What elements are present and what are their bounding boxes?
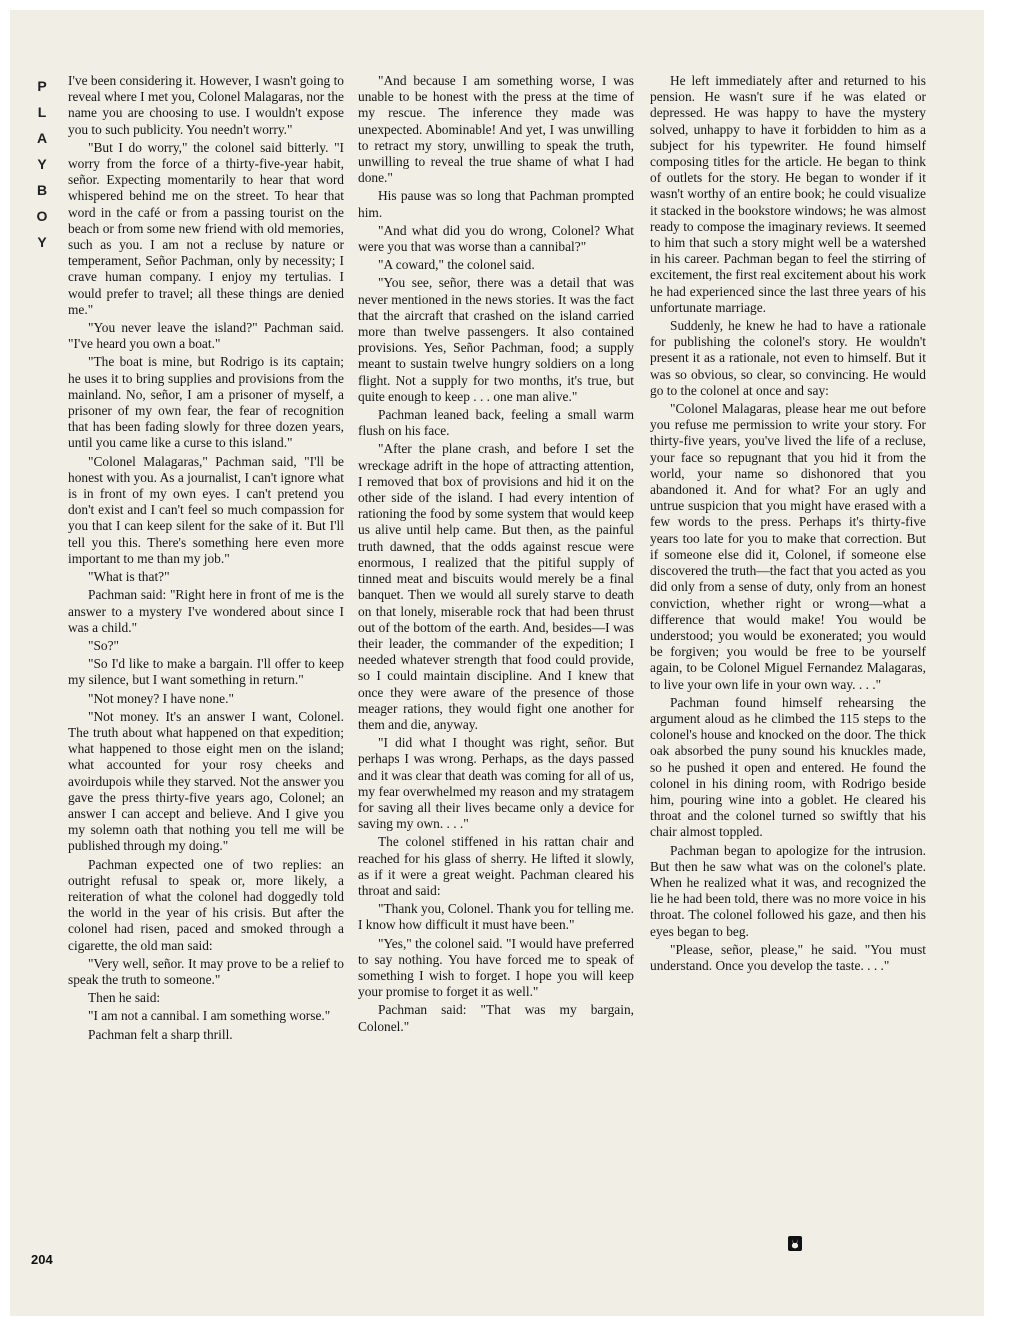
- paragraph: Pachman found himself rehearsing the argument aloud as he climbed the 115 steps to the colonel's house and knocked on the door. The thick oak absorbed the puny sound his knuckles made, so he pushed it open and entered. He found the colonel in his dining room, with Rodrigo beside him, pouring wine into a goblet. He cleared his throat and the colonel turned so swiftly that his chair almost toppled.: [650, 694, 926, 840]
- paragraph: "Colonel Malagaras," Pachman said, "I'll be honest with you. As a journalist, I can't ignore what is in front of my own eyes. I can't pretend you don't exist and I can't feel so much compassion for you that I can keep silent for the sake of it. But I'll tell you this. There's something here even more important to me than my job.": [68, 453, 344, 566]
- paragraph: His pause was so long that Pachman prompted him.: [358, 188, 634, 220]
- text-column-1: [68, 73, 344, 1273]
- text-column-3: [650, 73, 926, 1273]
- paragraph: Suddenly, he knew he had to have a rationale for publishing the colonel's story. He wouldn't present it as a rationale, not even to himself. But it was so obvious, so clear, so convincing. He would go to the colonel at once and say:: [650, 318, 926, 398]
- paragraph: Pachman said: "Right here in front of me is the answer to a mystery I've wondered about since I was a child.": [68, 587, 344, 635]
- paragraph: "But I do worry," the colonel said bitterly. "I worry from the force of a thirty-five-year habit, señor. Expecting momentarily to hear that word whispered behind me on the street. To hear that word in the café or from a passing tourist on the beach or from some new friend with old memories, such as you. I am not a recluse by nature or temperament, Señor Pachman, only by necessity; I crave human company. I enjoy my tertulias. I would prefer to travel; all these things are denied me.": [68, 139, 344, 317]
- paragraph: Then he said:: [88, 990, 161, 1006]
- paragraph: "After the plane crash, and before I set the wreckage adrift in the hope of attracting attention, I removed that box of provisions and hid it on the other side of the island. I had every intention of rationing the food by some system that would keep us alive until help came. But then, as the painful truth dawned, that the odds against rescue were enormous, I realized that the pitiful supply of tinned meat and biscuits would merely be a final banquet. Then we would all surely starve to death on that lonely, miserable rock that had been thrust out of the bottom of the earth. And, besides—I was their leader, the commander of the expedition; I needed whatever strength that food could provide, so I could maintain discipline. And I knew that once they were aware of the presence of those meager rations, they would fight one another for them and die, anyway.: [358, 441, 634, 732]
- paragraph: He left immediately after and returned to his pension. He wasn't sure if he was elated or depressed. He was happy to have the mystery solved, unhappy to have it forbidden to him as a subject for his typewriter. He found himself composing titles for the article. He began to think of outlets for the story. He began to wonder if it wasn't worthy of an entire book; he could visualize it stacked in the bookstore windows; he was almost ready to compose the imaginary reviews. It seemed to him that such a story might well be a watershed in his career. Pachman began to feel the stirring of excitement, the first real excitement about his work he had experienced since the last three years of his unfortunate marriage.: [650, 73, 926, 315]
- magazine-name-vertical: [32, 73, 52, 255]
- paragraph: "A coward," the colonel said.: [378, 257, 535, 273]
- paragraph: I've been considering it. However, I wasn't going to reveal where I met you, Colonel Malagaras, nor the name you are choosing to use. I wouldn't expose you to such publicity. You needn't worry.": [68, 73, 344, 137]
- page-number: 204: [31, 1252, 53, 1267]
- paragraph: "You never leave the island?" Pachman said. "I've heard you own a boat.": [68, 320, 344, 352]
- magazine-letter: B: [36, 182, 48, 198]
- paragraph: "What is that?": [88, 569, 170, 585]
- magazine-letter: A: [36, 130, 48, 146]
- paragraph: "Please, señor, please," he said. "You must understand. Once you develop the taste. . . .": [650, 941, 926, 973]
- paragraph: "Not money? I have none.": [88, 690, 234, 706]
- magazine-letter: Y: [37, 156, 47, 172]
- paragraph: "Very well, señor. It may prove to be a relief to speak the truth to someone.": [68, 955, 344, 987]
- text-column-2: [358, 73, 634, 1273]
- paragraph: "Not money. It's an answer I want, Colonel. The truth about what happened on that expedition; what happened to those eight men on the island; what accounted for your rosy cheeks and avoirdupois while they starved. Not the answer you gave the press thirty-five years ago, Colonel; an answer I can accept and believe. And I give you my solemn oath that nothing you tell me will be published through my doing.": [68, 708, 344, 854]
- paragraph: "Yes," the colonel said. "I would have preferred to say nothing. You have forced me to speak of something I wish to forget. I hope you will keep your promise to forget it as well.": [358, 935, 634, 1000]
- paragraph: Pachman leaned back, feeling a small warm flush on his face.: [358, 407, 634, 439]
- paragraph: Pachman expected one of two replies: an outright refusal to speak or, more likely, a reiteration of what the colonel had doggedly told the world in the year of his crisis. But after the colonel had risen, paced and smoked through a cigarette, the old man said:: [68, 856, 344, 953]
- paragraph: "The boat is mine, but Rodrigo is its captain; he uses it to bring supplies and provisions from the mainland. No, señor, I am a prisoner of myself, a prisoner of my own fear, the fear of recognition that has been fading slowly for three dozen years, until you came like a curse to this island.": [68, 354, 344, 451]
- paragraph: "And what did you do wrong, Colonel? What were you that was worse than a cannibal?": [358, 222, 634, 255]
- paragraph: Pachman said: "That was my bargain, Colonel.": [358, 1002, 634, 1034]
- paragraph: "Thank you, Colonel. Thank you for telling me. I know how difficult it must have been.": [358, 901, 634, 933]
- rabbit-head-icon: [788, 1236, 802, 1251]
- paragraph: Pachman began to apologize for the intrusion. But then he saw what was on the colonel's plate. When he realized what it was, and recognized the lie he had been told, there was no more voice in his throat. The colonel followed his gaze, and then his eyes began to beg.: [650, 842, 926, 939]
- paragraph: "I did what I thought was right, señor. But perhaps I was wrong. Perhaps, as the days passed and it was clear that death was coming for all of us, my fear overwhelmed my reason and my stratagem for saving all their lives became only a device for saving my own. . . .": [358, 735, 634, 832]
- magazine-letter: Y: [37, 234, 47, 250]
- paragraph: "You see, señor, there was a detail that was never mentioned in the news stories. It was the fact that the aircraft that crashed on the island carried more than twelve passengers. It also contained provisions. Yes, Señor Pachman, food; a supply meant to sustain twelve hungry soldiers on a long flight. Not a supply for two months, it's true, but quite enough to keep . . . one man alive.": [358, 275, 634, 404]
- magazine-letter: O: [36, 208, 48, 224]
- magazine-letter: P: [37, 78, 47, 94]
- paragraph: "Colonel Malagaras, please hear me out before you refuse me permission to write your story. For thirty-five years, you've lived the life of a recluse, your face so repugnant that you hid it from the world, your name so dishonored that you abandoned it. And for what? For an ugly and untrue suspicion that you might have erased with a few words to the press. Perhaps it's thirty-five years too late for you to make that correction. But if someone else did it, Colonel, if someone else discovered the truth—the fact that you acted as you did only from a sense of duty, only from an honest conviction, whether right or wrong—what a difference that would make! You would be understood; you would be exonerated; you would be forgiven; you would be free to be yourself again, to be Colonel Miguel Fernandez Malagaras, to live your own life in your own way. . . .": [650, 401, 926, 692]
- paragraph: Pachman felt a sharp thrill.: [88, 1026, 233, 1042]
- magazine-letter: L: [37, 104, 47, 120]
- paragraph: "And because I am something worse, I was unable to be honest with the press at the time of my rescue. The inference they made was unexpected. Abominable! And yet, I was unwilling to retract my story, unwilling to speak the truth, unwilling to reveal the true shame of what I had done.": [358, 73, 634, 186]
- magazine-page: [10, 10, 984, 1316]
- paragraph: "I am not a cannibal. I am something worse.": [88, 1008, 331, 1024]
- paragraph: The colonel stiffened in his rattan chair and reached for his glass of sherry. He lifted it slowly, as if it were a great weight. Pachman cleared his throat and said:: [358, 834, 634, 898]
- paragraph: "So?": [88, 637, 120, 653]
- paragraph: "So I'd like to make a bargain. I'll offer to keep my silence, but I want something in return.": [68, 656, 344, 688]
